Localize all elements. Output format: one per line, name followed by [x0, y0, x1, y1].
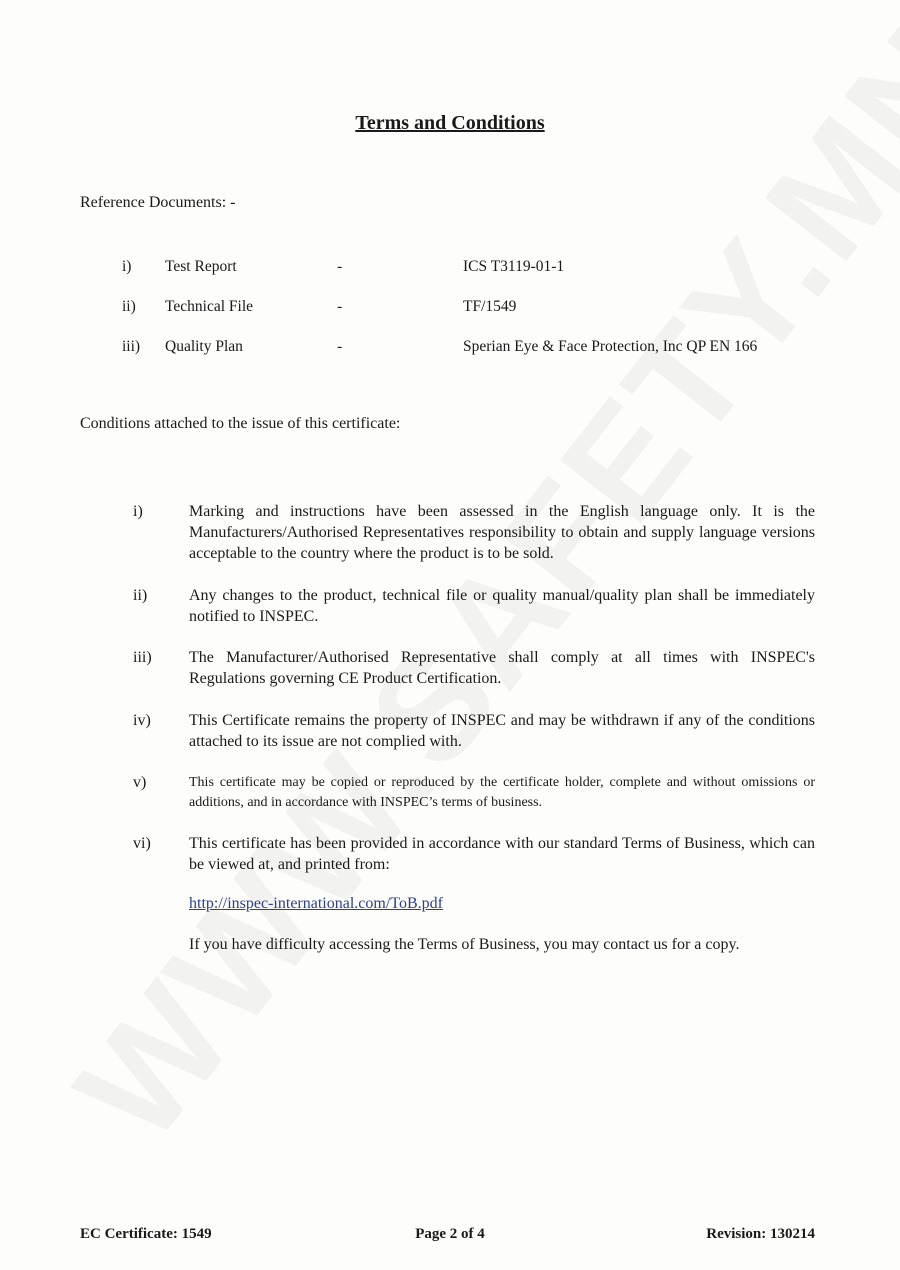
- reference-number: iii): [122, 338, 141, 355]
- page-title: Terms and Conditions: [355, 112, 545, 134]
- conditions-heading: Conditions attached to the issue of this certificate:: [80, 415, 401, 432]
- reference-number: i): [122, 258, 132, 275]
- reference-label: Quality Plan: [165, 338, 243, 355]
- condition-number: ii): [133, 587, 148, 604]
- footer-revision: Revision: 130214: [706, 1226, 815, 1242]
- reference-label: Test Report: [165, 258, 237, 275]
- terms-of-business-link[interactable]: http://inspec-international.com/ToB.pdf: [189, 895, 443, 912]
- reference-label: Technical File: [165, 298, 254, 315]
- reference-number: ii): [122, 298, 136, 315]
- condition-text: The Manufacturer/Authorised Representative shall comply at all times with INSPEC's Regulations governing CE Product Certification.: [189, 649, 815, 687]
- condition-number: iii): [133, 649, 152, 666]
- reference-value: TF/1549: [463, 298, 517, 315]
- reference-dash: -: [337, 338, 343, 355]
- condition-text: This Certificate remains the property of INSPEC and may be withdrawn if any of the conditions attached to its issue are not complied with.: [189, 712, 815, 750]
- footer-certificate: EC Certificate: 1549: [80, 1226, 212, 1242]
- condition-text: This certificate has been provided in accordance with our standard Terms of Business, which can be viewed at, and printed from:: [189, 835, 815, 873]
- condition-number: i): [133, 503, 143, 520]
- reference-dash: -: [337, 258, 343, 275]
- condition-number: vi): [133, 835, 151, 852]
- reference-heading: Reference Documents: -: [80, 194, 236, 211]
- reference-dash: -: [337, 298, 343, 315]
- condition-text: This certificate may be copied or reproduced by the certificate holder, complete and without omissions or additions, and in accordance with INSPEC’s terms of business.: [189, 775, 815, 810]
- condition-number: v): [133, 774, 147, 791]
- condition-text: Any changes to the product, technical file or quality manual/quality plan shall be immediately notified to INSPEC.: [189, 587, 815, 625]
- condition-text: Marking and instructions have been assessed in the English language only. It is the Manufacturers/Authorised Representatives responsibility to obtain and supply language versions acceptable to the country where the product is to be sold.: [189, 503, 815, 562]
- reference-value: Sperian Eye & Face Protection, Inc QP EN 166: [463, 338, 758, 355]
- reference-value: ICS T3119-01-1: [463, 258, 565, 275]
- contact-note: If you have difficulty accessing the Terms of Business, you may contact us for a copy.: [189, 936, 740, 953]
- condition-number: iv): [133, 712, 151, 729]
- footer-page-number: Page 2 of 4: [415, 1226, 485, 1242]
